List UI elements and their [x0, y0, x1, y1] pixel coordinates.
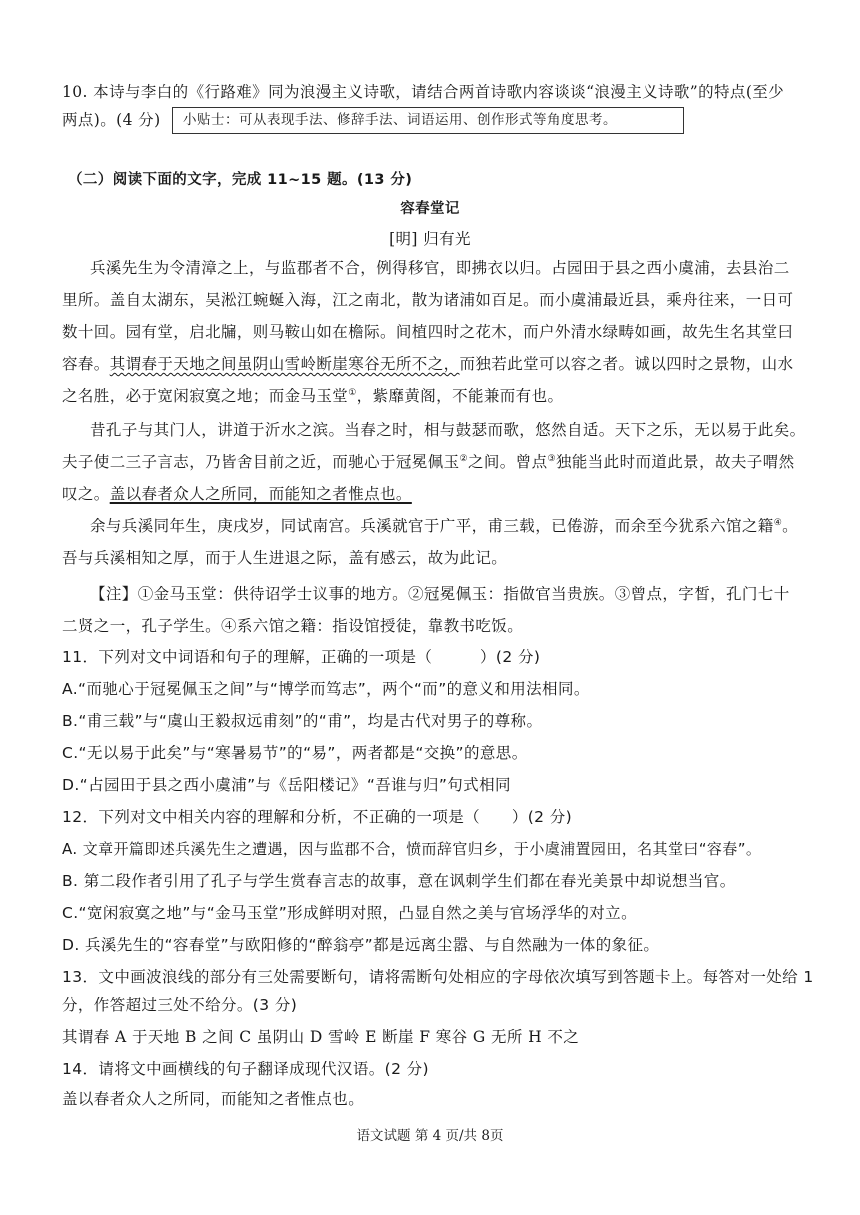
p2-line-1: 昔孔子与其门人，讲道于沂水之滨。当春之时，相与鼓瑟而歌，悠然自适。天下之乐，无以易于此矣。 [90, 421, 806, 439]
note-ref-1: ① [348, 388, 357, 398]
q13-options: 其谓春 A 于天地 B 之间 C 虽阴山 D 雪岭 E 断崖 F 寒谷 G 无所 H 不之 [62, 1028, 580, 1046]
p2-line-2-mid: 之间。曾点 [467, 453, 548, 471]
q10-line-2: 两点)。(4 分) [62, 111, 161, 129]
p1-line-2: 里所。盖自太湖东，吴淞江蜿蜒入海，江之南北，散为诸浦如百足。而小虞浦最近县，乘舟往来，一日可 [62, 291, 794, 309]
wavy-underlined-sentence: 其谓春于天地之间虽阴山雪岭断崖寒谷无所不之， [109, 355, 460, 373]
q12-stem: 12．下列对文中相关内容的理解和分析，不正确的一项是（ ）(2 分) [62, 808, 573, 826]
p1-line-4 [62, 354, 793, 374]
q10-tip-box: 小贴士：可从表现手法、修辞手法、词语运用、创作形式等角度思考。 [172, 107, 684, 134]
q11-stem: 11．下列对文中词语和句子的理解，正确的一项是（ ）(2 分) [62, 648, 541, 666]
q11-option-a: A.“而驰心于冠冕佩玉之间”与“博学而笃志”，两个“而”的意义和用法相同。 [62, 680, 590, 698]
q14-stem: 14．请将文中画横线的句子翻译成现代汉语。(2 分) [62, 1060, 430, 1078]
q11-option-d: D.“占园田于县之西小虞浦”与《岳阳楼记》“吾谁与归”句式相同 [62, 776, 511, 794]
p1-line-1: 兵溪先生为令清漳之上，与监郡者不合，例得移官，即拂衣以归。占园田于县之西小虞浦，去县治二 [90, 259, 790, 277]
p3-line-1 [90, 516, 798, 536]
q13-line-1: 13．文中画波浪线的部分有三处需要断句，请将需断句处相应的字母依次填写到答题卡上。每答对一处给 1 [62, 968, 814, 986]
note-ref-3: ③ [547, 454, 556, 464]
p2-line-3 [62, 484, 412, 504]
p1-line-5 [62, 386, 563, 406]
p1-line-3: 数十回。园有堂，启北牖，则马鞍山如在檐际。间植四时之花木，而户外清水绿畴如画，故先生名其堂曰 [62, 323, 794, 341]
q11-option-c: C.“无以易于此矣”与“寒暑易节”的“易”，两者都是“交换”的意思。 [62, 744, 528, 762]
note-ref-4: ④ [773, 518, 783, 528]
page-footer: 语文试题 第 4 页/共 8页 [356, 1128, 504, 1144]
passage-title: 容春堂记 [400, 200, 460, 217]
q11-option-b: B.“甫三载”与“虞山王毅叔远甫刻”的“甫”，均是古代对男子的尊称。 [62, 712, 543, 730]
q14-sentence: 盖以春者众人之所同，而能知之者惟点也。 [62, 1090, 365, 1108]
p1-line-5-end: ，紫靡黄阁，不能兼而有也。 [356, 387, 564, 405]
q12-option-d: D. 兵溪先生的“容春堂”与欧阳修的“醉翁亭”都是远离尘嚣、与自然融为一体的象征。 [62, 936, 660, 954]
q12-option-b: B. 第二段作者引用了孔子与学生赏春言志的故事，意在讽刺学生们都在春光美景中却说想当官。 [62, 872, 736, 890]
p3-line-1-end: 。 [782, 517, 799, 535]
p1-line-5-start: 之名胜，必于宽闲寂寞之地；而金马玉堂 [62, 387, 349, 405]
p2-line-2-end: 独能当此时而道此景，故夫子喟然 [555, 453, 795, 471]
p3-line-2: 吾与兵溪相知之厚，而于人生进退之际，盖有感云，故为此记。 [62, 549, 508, 567]
p3-line-1-start: 余与兵溪同年生，庚戌岁，同试南宫。兵溪就官于广平，甫三载，已倦游，而余至今犹系六馆之籍 [90, 517, 774, 535]
p2-line-2 [62, 452, 794, 472]
section-2-heading: （二）阅读下面的文字，完成 11~15 题。(13 分) [68, 172, 413, 188]
q10-line-1: 10. 本诗与李白的《行路难》同为浪漫主义诗歌，请结合两首诗歌内容谈谈“浪漫主义诗歌”的特点(至少 [62, 83, 785, 101]
q12-option-a: A. 文章开篇即述兵溪先生之遭遇，因与监郡不合，愤而辞官归乡，于小虞浦置园田，名其堂曰“容春”。 [62, 840, 762, 858]
p1-line-4-start: 容春。 [62, 355, 110, 373]
passage-author: [明] 归有光 [389, 230, 471, 248]
p2-line-2-start: 夫子使二三子言志，乃皆舍目前之近，而驰心于冠冕佩玉 [62, 453, 460, 471]
p2-line-3-start: 叹之。 [62, 485, 110, 503]
q12-option-c: C.“宽闲寂寞之地”与“金马玉堂”形成鲜明对照，凸显自然之美与官场浮华的对立。 [62, 904, 637, 922]
notes-line-1: 【注】①金马玉堂：供待诏学士议事的地方。②冠冕佩玉：指做官当贵族。③曾点，字皙，孔门七十 [90, 585, 790, 603]
underlined-sentence: 盖以春者众人之所同，而能知之者惟点也。 [109, 485, 412, 503]
note-ref-2: ② [459, 454, 468, 464]
notes-line-2: 二贤之一，孔子学生。④系六馆之籍：指设馆授徒，靠教书吃饭。 [62, 617, 524, 635]
q13-line-2: 分，作答超过三处不给分。(3 分) [62, 996, 298, 1014]
p1-line-4-end: 而独若此堂可以容之者。诚以四时之景物，山水 [459, 355, 794, 373]
